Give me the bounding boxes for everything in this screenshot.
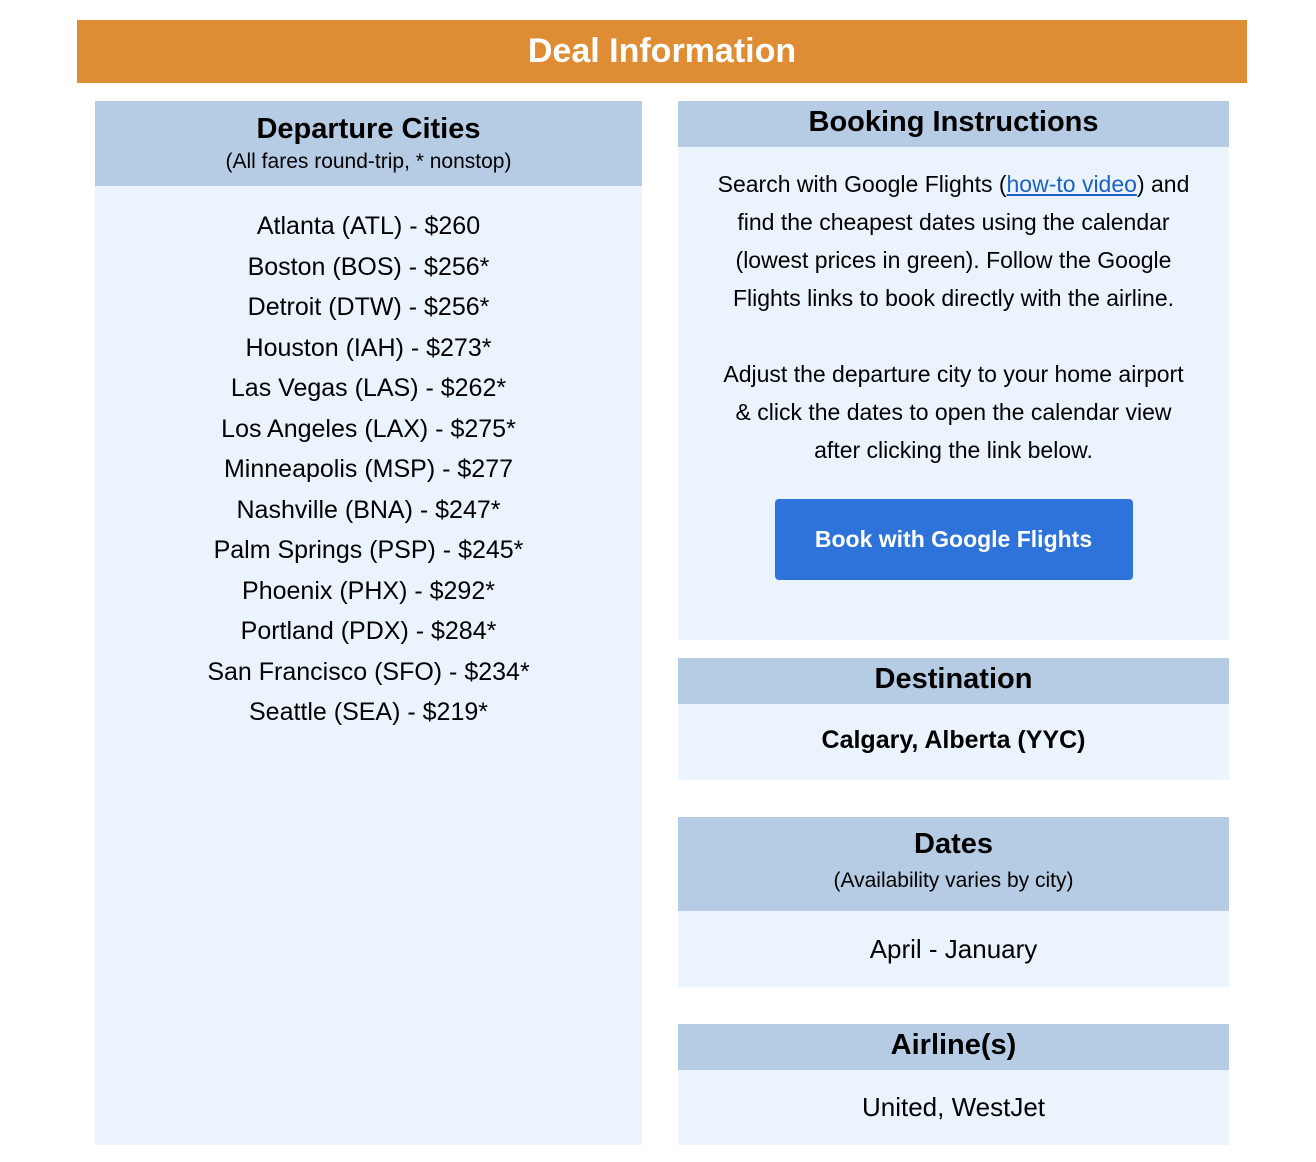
booking-instructions-title: Booking Instructions <box>808 106 1099 138</box>
city-fare-item: Phoenix (PHX) - $292* <box>242 576 495 605</box>
departure-cities-header <box>95 101 642 186</box>
destination-title: Destination <box>874 663 1033 695</box>
airlines-title: Airline(s) <box>890 1029 1017 1061</box>
departure-cities-subtitle: (All fares round-trip, * nonstop) <box>225 149 512 173</box>
destination-header <box>678 658 1229 704</box>
city-fare-item: Seattle (SEA) - $219* <box>248 698 488 726</box>
airlines-value: United, WestJet <box>861 1092 1046 1122</box>
booking-paragraph-1 <box>714 165 1193 317</box>
departure-cities-title: Departure Cities <box>256 113 481 145</box>
booking-instructions-panel <box>678 101 1229 640</box>
city-fare-item: Minneapolis (MSP) - $277 <box>223 455 513 483</box>
dates-panel <box>678 817 1229 987</box>
deal-header <box>77 20 1247 83</box>
dates-header <box>678 817 1229 911</box>
city-fare-item: Boston (BOS) - $256* <box>247 252 490 281</box>
dates-subtitle: (Availability varies by city) <box>833 868 1074 892</box>
booking-instructions-body <box>678 147 1229 580</box>
booking-text: ) and find the cheapest dates using the calendar (lowest prices in green). Follow the Google Flights links to book directly with the airline. <box>732 171 1190 311</box>
city-fare-item: Nashville (BNA) - $247* <box>236 495 501 524</box>
city-fare-item: Los Angeles (LAX) - $275* <box>221 414 516 443</box>
booking-instructions-header <box>678 101 1229 147</box>
booking-paragraph-2: Adjust the departure city to your home airport & click the dates to open the calendar view after clicking the link below. <box>723 361 1184 463</box>
destination-panel <box>678 658 1229 780</box>
how-to-video-link[interactable]: how-to video <box>1006 171 1137 197</box>
dates-value: April - January <box>869 934 1038 964</box>
departure-cities-panel <box>95 101 642 1145</box>
airlines-header <box>678 1024 1229 1070</box>
city-fare-list <box>95 186 642 733</box>
city-fare-item: Palm Springs (PSP) - $245* <box>213 536 524 564</box>
city-fare-item: Portland (PDX) - $284* <box>240 617 497 645</box>
page-title: Deal Information <box>527 32 797 70</box>
booking-text: Search with Google Flights ( <box>717 171 1007 197</box>
city-fare-item: Detroit (DTW) - $256* <box>247 293 490 321</box>
city-fare-item: Atlanta (ATL) - $260 <box>256 212 481 240</box>
city-fare-item: Las Vegas (LAS) - $262* <box>230 374 507 402</box>
destination-value: Calgary, Alberta (YYC) <box>821 726 1086 754</box>
airlines-panel <box>678 1024 1229 1145</box>
dates-title: Dates <box>914 828 993 860</box>
book-with-google-flights-button[interactable]: Book with Google Flights <box>775 499 1133 580</box>
city-fare-item: San Francisco (SFO) - $234* <box>207 657 530 686</box>
city-fare-item: Houston (IAH) - $273* <box>245 333 492 362</box>
